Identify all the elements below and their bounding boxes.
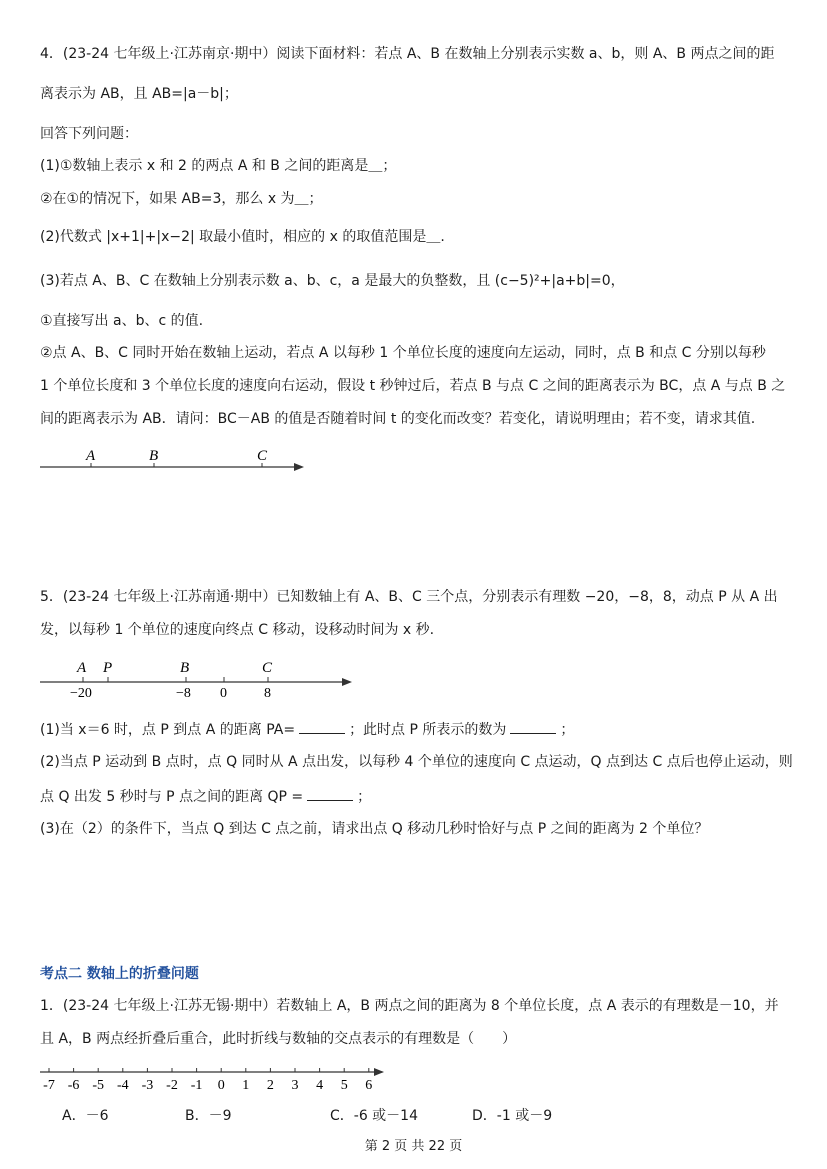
q4-stem-line2: 离表示为 AB，且 AB=|a－b|；	[40, 86, 238, 102]
q5-part2-line2	[40, 786, 371, 807]
q4-part3-2-line2: 1 个单位长度和 3 个单位长度的速度向右运动，假设 t 秒钟过后，若点 B 与点 C 之间的距离表示为 BC，点 A 与点 B 之	[40, 378, 786, 394]
q4-part1-1: (1)①数轴上表示 x 和 2 的两点 A 和 B 之间的距离是＿；	[40, 158, 397, 174]
q4-label-b: B	[149, 448, 159, 464]
q5-part1-text-c: ；	[560, 722, 575, 738]
q4-part2: (2)代数式 |x+1|+|x−2| 取最小值时，相应的 x 的取值范围是＿.	[40, 229, 445, 245]
s2-tick-label-2: -5	[92, 1078, 105, 1093]
s2-tick-label-0: -7	[43, 1078, 55, 1093]
q4-part3-2-line3: 间的距离表示为 AB．请问：BC－AB 的值是否随着时间 t 的变化而改变？若变化，请说明理由；若不变，请求其值.	[40, 411, 756, 427]
q4-part3-1: ①直接写出 a、b、c 的值.	[40, 313, 204, 329]
q5-label-p: P	[103, 660, 113, 676]
s2-tick-label-7: 0	[217, 1078, 225, 1093]
q5-num-8: 8	[264, 686, 271, 700]
s2-tick-label-10: 3	[291, 1078, 299, 1093]
q5-stem-line2: 发，以每秒 1 个单位的速度向终点 C 移动，设移动时间为 x 秒.	[40, 622, 435, 638]
page-footer: 第 2 页 共 22 页	[364, 1139, 463, 1154]
q5-number-line	[36, 654, 366, 700]
s2-tick-label-3: -4	[116, 1078, 129, 1093]
q5-num-neg20: −20	[70, 686, 92, 700]
q4-axis-arrow	[294, 463, 304, 471]
choice-b[interactable]: B．－9	[185, 1108, 232, 1124]
s2-tick-label-12: 5	[340, 1078, 348, 1093]
q5-axis-arrow	[342, 678, 352, 686]
s2-tick-label-5: -2	[166, 1078, 178, 1093]
q4-part3-2-line1: ②点 A、B、C 同时开始在数轴上运动，若点 A 以每秒 1 个单位长度的速度向左运动，同时，点 B 和点 C 分别以每秒	[40, 345, 766, 361]
choice-d[interactable]: D．-1 或－9	[472, 1108, 553, 1124]
q5-num-neg8: −8	[176, 686, 191, 700]
choice-c[interactable]: C．-6 或－14	[330, 1108, 418, 1124]
q5-part2-text-a: 点 Q 出发 5 秒时与 P 点之间的距离 QP =	[40, 789, 304, 805]
s2-tick-label-8: 1	[242, 1078, 250, 1093]
q4-number-line	[36, 444, 316, 478]
q4-instruction: 回答下列问题：	[40, 126, 138, 142]
q5-part2-text-b: ；	[357, 789, 372, 805]
q5-label-b: B	[180, 660, 190, 676]
q4-part1-2: ②在①的情况下，如果 AB=3，那么 x 为＿；	[40, 191, 323, 207]
q5-label-a: A	[77, 660, 87, 676]
s2-q1-line1: 1．(23-24 七年级上·江苏无锡·期中）若数轴上 A，B 两点之间的距离为 8 个单位长度，点 A 表示的有理数是－10，并	[40, 998, 779, 1014]
q5-part1-blank2[interactable]	[510, 719, 556, 734]
q5-part1-blank1[interactable]	[299, 719, 345, 734]
q4-part3: (3)若点 A、B、C 在数轴上分别表示数 a、b、c，a 是最大的负整数，且 (c−5)²+|a+b|=0，	[40, 273, 625, 289]
q5-part1-text-b: ；此时点 P 所表示的数为	[349, 722, 507, 738]
q5-label-c: C	[262, 660, 273, 676]
s2-tick-label-13: 6	[365, 1078, 373, 1093]
s2-tick-label-6: -1	[190, 1078, 203, 1093]
s2-axis-arrow	[374, 1068, 384, 1076]
q5-stem-line1: 5．(23-24 七年级上·江苏南通·期中）已知数轴上有 A、B、C 三个点，分别表示有理数 −20，−8，8，动点 P 从 A 出	[40, 589, 778, 605]
q5-part1-text-a: (1)当 x＝6 时，点 P 到点 A 的距离 PA=	[40, 722, 296, 738]
s2-tick-label-1: -6	[67, 1078, 80, 1093]
s2-tick-label-11: 4	[316, 1078, 324, 1093]
q5-part2-blank[interactable]	[307, 786, 353, 801]
q5-part3: (3)在（2）的条件下，当点 Q 到达 C 点之前，请求出点 Q 移动几秒时恰好与点 P 之间的距离为 2 个单位？	[40, 821, 709, 837]
q4-label-c: C	[257, 448, 268, 464]
choice-a[interactable]: A．－6	[62, 1108, 109, 1124]
s2-tick-label-4: -3	[141, 1078, 154, 1093]
s2-q1-line2: 且 A，B 两点经折叠后重合，此时折线与数轴的交点表示的有理数是（ ）	[40, 1031, 517, 1047]
s2-tick-label-9: 2	[266, 1078, 274, 1093]
q4-stem-line1: 4．(23-24 七年级上·江苏南京·期中）阅读下面材料：若点 A、B 在数轴上分别表示实数 a、b，则 A、B 两点之间的距	[40, 46, 775, 62]
q5-part2-line1: (2)当点 P 运动到 B 点时，点 Q 同时从 A 点出发，以每秒 4 个单位的速度向 C 点运动，Q 点到达 C 点后也停止运动，则	[40, 754, 793, 770]
q5-num-0: 0	[220, 686, 227, 700]
q4-label-a: A	[86, 448, 96, 464]
q5-part1	[40, 719, 574, 740]
section-heading: 考点二 数轴上的折叠问题	[40, 966, 199, 982]
s2-number-line	[36, 1062, 396, 1096]
